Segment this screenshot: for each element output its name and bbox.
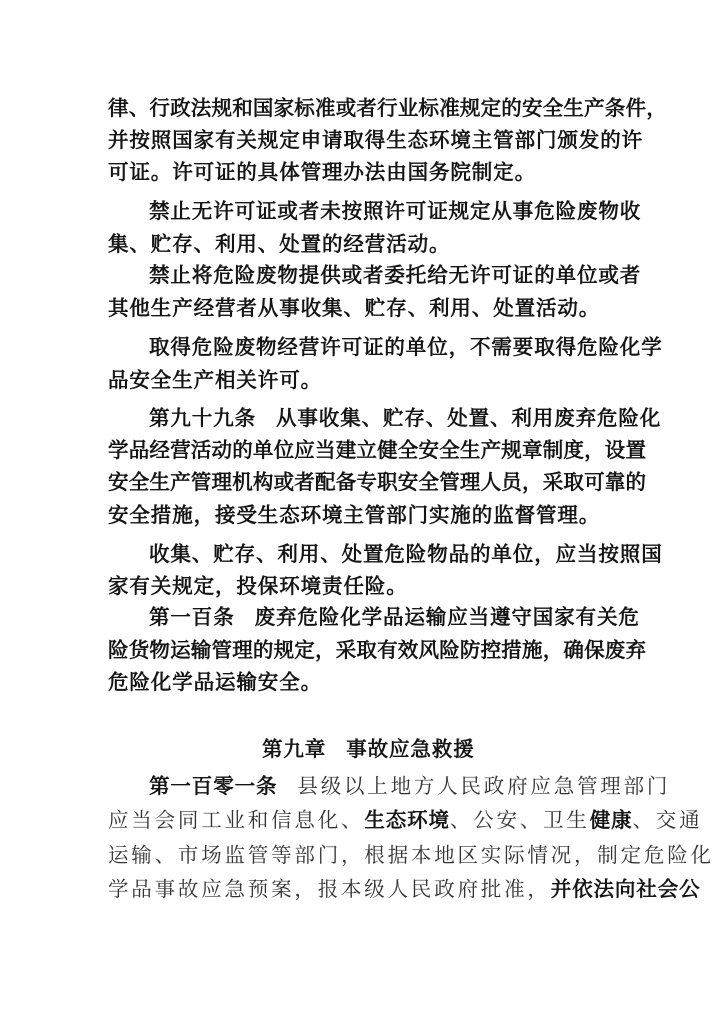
body-line: 安全生产管理机构或者配备专职安全管理人员，采取可靠的 <box>108 470 647 494</box>
body-line: 危险化学品运输安全。 <box>108 670 322 694</box>
body-line: 可证。许可证的具体管理办法由国务院制定。 <box>108 160 536 184</box>
chapter-label: 第九章 <box>262 737 327 761</box>
body-line: 收集、贮存、利用、处置危险物品的单位，应当按照国 <box>149 542 663 566</box>
text-segment-bold: 健康 <box>589 808 633 832</box>
body-line: 并按照国家有关规定申请取得生态环境主管部门颁发的许 <box>108 128 643 152</box>
body-line: 禁止无许可证或者未按照许可证规定从事危险废物收 <box>149 199 642 223</box>
body-line: 安全措施，接受生态环境主管部门实施的监督管理。 <box>108 503 601 527</box>
body-line: 险货物运输管理的规定，采取有效风险防控措施，确保废弃 <box>108 638 647 662</box>
chapter-heading <box>262 734 475 764</box>
article-text: 县级以上地方人民政府应急管理部门 <box>297 774 671 798</box>
article-label: 第一百零一条 <box>149 774 278 798</box>
article-text: 废弃危险化学品运输应当遵守国家有关危 <box>254 605 640 629</box>
body-line: 学品经营活动的单位应当建立健全安全生产规章制度，设置 <box>108 438 647 462</box>
body-line: 家有关规定，投保环境责任险。 <box>108 574 408 598</box>
body-line: 律、行政法规和国家标准或者行业标准规定的安全生产条件， <box>108 96 667 120</box>
body-line: 禁止将危险废物提供或者委托给无许可证的单位或者 <box>149 263 642 287</box>
text-segment-bold: 并依法向社会公 <box>550 877 701 901</box>
article-label: 第九十九条 <box>149 406 256 430</box>
article-100-first-line <box>149 602 640 632</box>
body-line: 取得危险废物经营许可证的单位，不需要取得危险化学 <box>149 335 663 359</box>
text-segment: 应当会同工业和信息化、 <box>108 808 365 832</box>
article-101-first-line <box>149 771 670 801</box>
body-line: 品安全生产相关许可。 <box>108 368 322 392</box>
body-line: 其他生产经营者从事收集、贮存、利用、处置活动。 <box>108 296 601 320</box>
text-segment: 、交通 <box>632 808 703 832</box>
body-line: 运输、市场监管等部门，根据本地区实际情况，制定危险化 <box>108 843 714 867</box>
chapter-title: 事故应急救援 <box>346 737 475 761</box>
article-99-first-line <box>149 403 661 433</box>
body-line: 集、贮存、利用、处置的经营活动。 <box>108 232 451 256</box>
text-segment: 学品事故应急预案，报本级人民政府批准， <box>108 877 551 901</box>
text-segment: 、公安、卫生 <box>449 808 590 832</box>
body-line <box>108 874 701 904</box>
article-label: 第一百条 <box>149 605 235 629</box>
text-segment-bold: 生态环境 <box>364 808 450 832</box>
article-text: 从事收集、贮存、处置、利用废弃危险化 <box>276 406 662 430</box>
body-line <box>108 805 702 835</box>
